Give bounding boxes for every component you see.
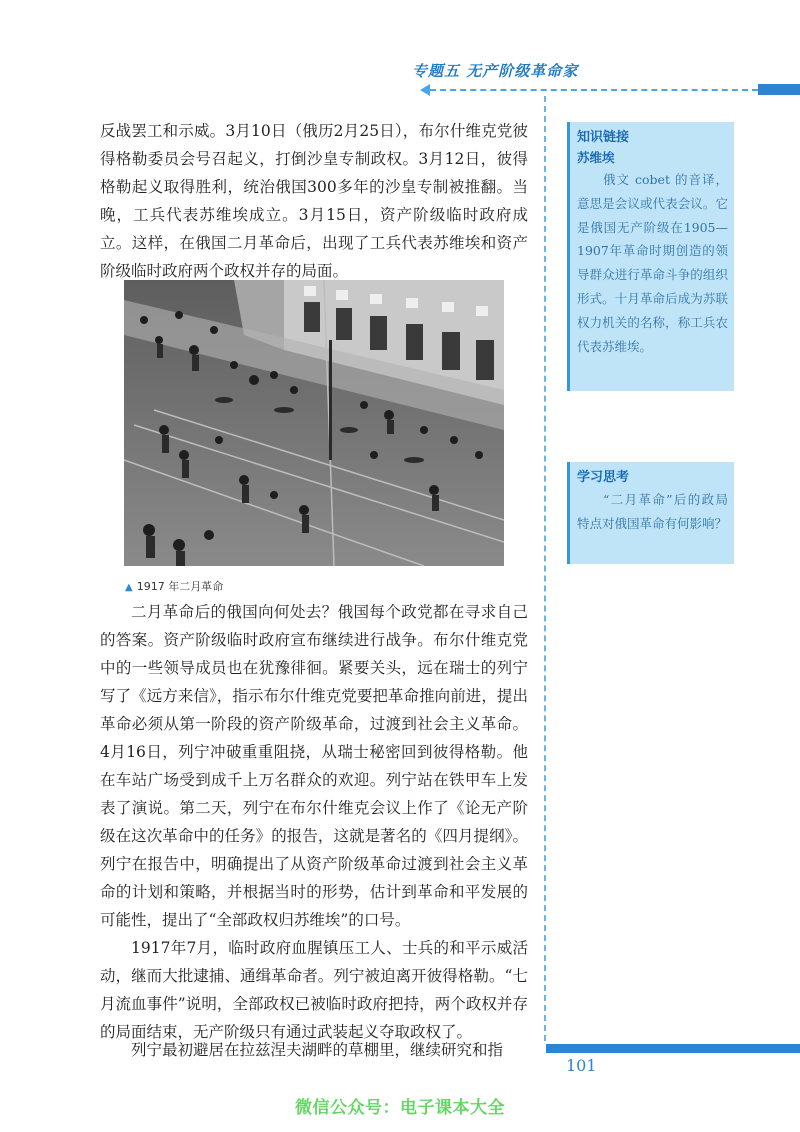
february-revolution-photo	[124, 280, 504, 566]
page-number: 101	[566, 1056, 597, 1075]
study-think-box	[567, 462, 734, 564]
watermark: 微信公众号：电子课本大全	[295, 1098, 505, 1118]
study-think-text: “二月革命”后的政局特点对俄国革命有何影响？	[577, 492, 728, 531]
knowledge-link-term: 苏维埃	[577, 150, 615, 165]
paragraph-2: 二月革命后的俄国向何处去？俄国每个政党都在寻求自己的答案。资产阶级临时政府宣布继续进行战争。布尔什维克党中的一些领导成员也在犹豫徘徊。紧要关头，远在瑞士的列宁写了《远方来信》，指示布尔什维克党要把革命推向前进，提出革命必须从第一阶段的资产阶级革命，过渡到社会主义革命。4月16日，列宁冲破重重阻挠，从瑞士秘密回到彼得格勒。他在车站广场受到成千上万名群众的欢迎。列宁站在铁甲车上发表了演说。第二天，列宁在布尔什维克会议上作了《论无产阶级在这次革命中的任务》的报告，这就是著名的《四月提纲》。列宁在报告中，明确提出了从资产阶级革命过渡到社会主义革命的计划和策略，并根据当时的形势，估计到革命和平发展的可能性，提出了“全部政权归苏维埃”的口号。	[100, 603, 528, 929]
column-divider	[544, 96, 546, 1041]
chapter-title: 专题五 无产阶级革命家	[412, 62, 579, 80]
knowledge-link-text: 俄文 cobet 的音译，意思是会议或代表会议。它是俄国无产阶级在1905—1907年革命时期创造的领导群众进行革命斗争的组织形式。十月革命后成为苏联权力机关的名称，称工兵农代表苏维埃。	[577, 172, 728, 354]
knowledge-link-box	[567, 122, 734, 391]
study-think-heading: 学习思考	[577, 470, 630, 485]
figure-caption	[125, 578, 223, 594]
header-divider	[430, 89, 758, 91]
footer-accent-bar	[546, 1044, 800, 1053]
figure-caption-text: 1917 年二月革命	[136, 580, 224, 593]
paragraph-1: 反战罢工和示威。3月10日（俄历2月25日），布尔什维克党彼得格勒委员会号召起义，打倒沙皇专制政权。3月12日，彼得格勒起义取得胜利，统治俄国300多年的沙皇专制被推翻。当晚，工兵代表苏维埃成立。3月15日，资产阶级临时政府成立。这样，在俄国二月革命后，出现了工兵代表苏维埃和资产阶级临时政府两个政权并存的局面。	[100, 122, 528, 280]
knowledge-link-heading: 知识链接	[577, 130, 630, 145]
paragraph-3: 1917年7月，临时政府血腥镇压工人、士兵的和平示威活动，继而大批逮捕、通缉革命者。列宁被迫离开彼得格勒。“七月流血事件”说明，全部政权已被临时政府把持，两个政权并存的局面结束，无产阶级只有通过武装起义夺取政权了。	[100, 939, 528, 1041]
caption-triangle-icon: ▲	[125, 582, 133, 593]
header-accent-bar	[758, 84, 800, 95]
paragraph-4: 列宁最初避居在拉兹涅夫湖畔的草棚里，继续研究和指	[131, 1041, 504, 1059]
header-arrow-icon	[420, 84, 430, 96]
